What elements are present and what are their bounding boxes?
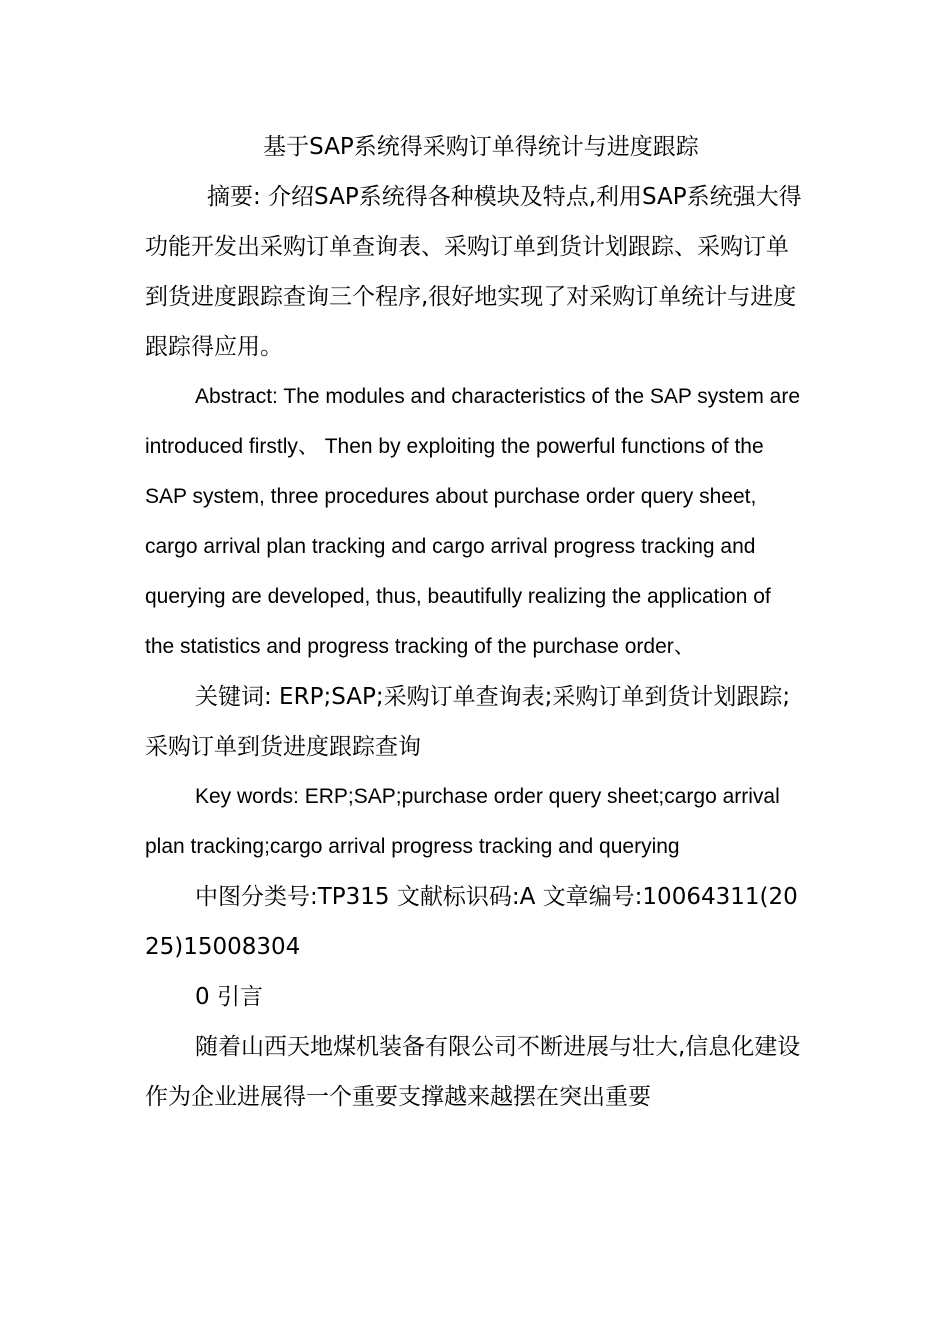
classification-info: 中图分类号:TP315 文献标识码:A 文章编号:10064311(2025)15008304 — [145, 884, 798, 960]
abstract-chinese: 摘要: 介绍SAP系统得各种模块及特点,利用SAP系统强大得功能开发出采购订单查询表、采购订单到货计划跟踪、采购订单到货进度跟踪查询三个程序,很好地实现了对采购订单统计与进度跟踪得应用。 — [145, 184, 802, 360]
abstract-english: Abstract: The modules and characteristics of the SAP system are introduced firstly、 Then by exploiting the powerful functions of the SAP system, three procedures about purchase order query sheet, cargo arrival plan tracking and cargo arrival progress tracking and querying are developed, thus, beautifully realizing the application of the statistics and progress tracking of the purchase order、 — [145, 385, 801, 658]
body-paragraph: 随着山西天地煤机装备有限公司不断进展与壮大,信息化建设作为企业进展得一个重要支撑越来越摆在突出重要 — [145, 1034, 801, 1110]
section-heading-introduction: 0 引言 — [195, 984, 263, 1010]
paper-title: 基于SAP系统得采购订单得统计与进度跟踪 — [263, 134, 699, 160]
document-body — [145, 122, 805, 1122]
keywords-english: Key words: ERP;SAP;purchase order query sheet;cargo arrival plan tracking;cargo arrival progress tracking and querying — [145, 785, 780, 858]
keywords-chinese: 关键词: ERP;SAP;采购订单查询表;采购订单到货计划跟踪;采购订单到货进度跟踪查询 — [145, 684, 791, 760]
